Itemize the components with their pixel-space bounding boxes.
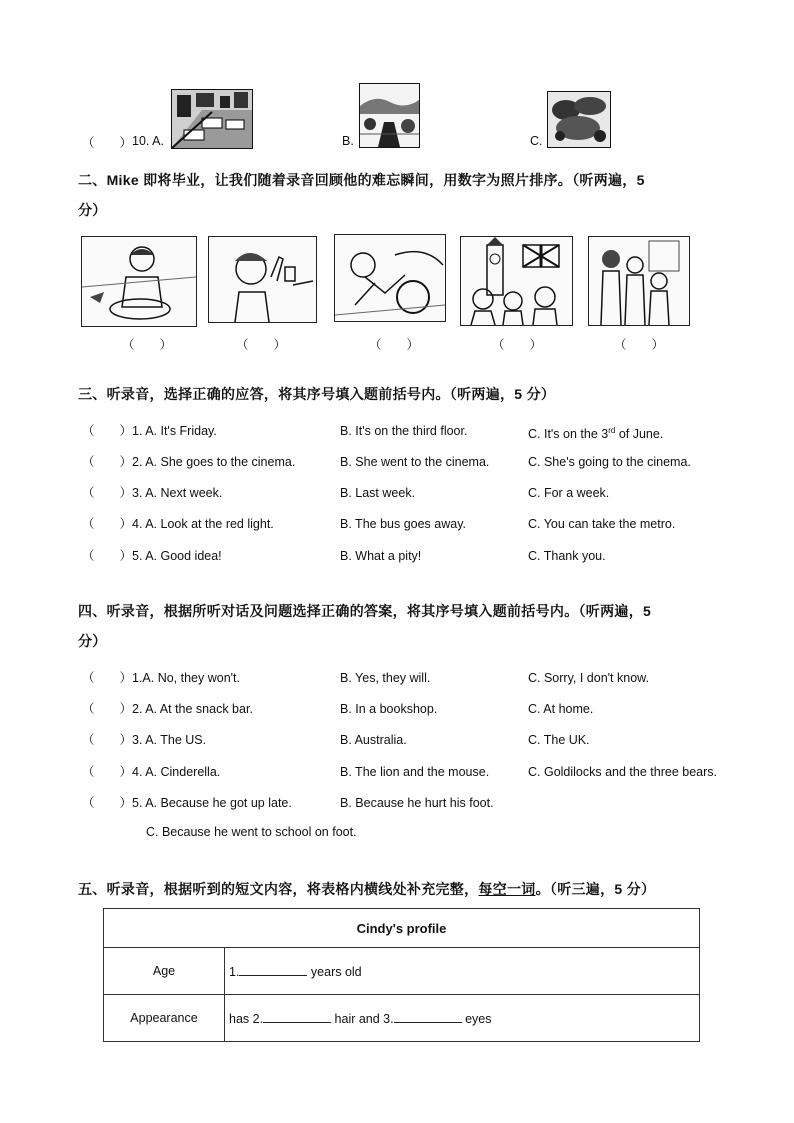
- photo-2-boy-refusing-drink: [208, 236, 317, 323]
- option-c: C. Goldilocks and the three bears.: [528, 765, 717, 779]
- photo-5-order-paren: （ ）: [614, 338, 665, 352]
- section-5-heading-text: 五、听录音，根据听到的短文内容，将表格内横线处补充完整，: [78, 881, 479, 897]
- option-c: C. You can take the metro.: [528, 517, 676, 531]
- photo-5-friends-group: [588, 236, 690, 326]
- option-c: C. For a week.: [528, 486, 610, 500]
- answer-paren: （ ）: [82, 455, 133, 469]
- row-value-age: [225, 948, 700, 995]
- option-b: B. Yes, they will.: [340, 671, 431, 685]
- photo-4-family-in-london: [460, 236, 573, 326]
- value-text: years old: [307, 965, 362, 979]
- q10-option-a-label: 10. A.: [132, 134, 164, 148]
- option-a: 3. A. The US.: [132, 733, 207, 747]
- option-a: 5. A. Good idea!: [132, 549, 222, 563]
- option-b: B. Because he hurt his foot.: [340, 796, 494, 810]
- row-value-appearance: [225, 995, 700, 1042]
- option-a: 2. A. At the snack bar.: [132, 702, 253, 716]
- q10-option-b-label: B.: [342, 134, 354, 148]
- option-c: C. The UK.: [528, 733, 590, 747]
- answer-paren: （ ）: [82, 765, 133, 779]
- photo-1-order-paren: （ ）: [122, 338, 173, 352]
- table-row: [104, 995, 700, 1042]
- section-5-heading-tail: 。（听三遍，5 分）: [535, 881, 656, 897]
- answer-paren: （ ）: [82, 486, 133, 500]
- option-c: C. At home.: [528, 702, 594, 716]
- q10-option-a-image: [171, 89, 253, 149]
- profile-table-title: Cindy's profile: [104, 909, 700, 948]
- answer-paren: （ ）: [82, 702, 133, 716]
- option-b: B. In a bookshop.: [340, 702, 438, 716]
- option-b: B. The bus goes away.: [340, 517, 467, 531]
- section-4-heading-line1: 四、听录音，根据所听对话及问题选择正确的答案，将其序号填入题前括号内。（听两遍，5: [78, 603, 652, 619]
- value-text: has 2.: [229, 1012, 264, 1026]
- option-c: C. Thank you.: [528, 549, 606, 563]
- photo-3-boy-falling-off-bike: [334, 234, 446, 322]
- option-c-text-end: of June.: [615, 427, 664, 442]
- section-2-heading-line1: 二、Mike 即将毕业，让我们随着录音回顾他的难忘瞬间，用数字为照片排序。（听两遍，5: [78, 172, 645, 188]
- answer-paren: （ ）: [82, 671, 133, 685]
- answer-paren: （ ）: [82, 549, 133, 563]
- answer-paren: （ ）: [82, 517, 133, 531]
- section-3-heading: 三、听录音，选择正确的应答，将其序号填入题前括号内。（听两遍，5 分）: [78, 386, 556, 402]
- option-a: 1.A. No, they won't.: [132, 671, 240, 685]
- option-c: [528, 422, 663, 443]
- fill-blank-1[interactable]: [239, 963, 307, 976]
- ordinal-suffix: rd: [608, 426, 616, 435]
- q10-answer-paren: （ ）: [82, 136, 133, 150]
- row-label-appearance: Appearance: [104, 995, 225, 1042]
- option-a: 4. A. Cinderella.: [132, 765, 221, 779]
- answer-paren: （ ）: [82, 424, 133, 438]
- profile-table: [103, 908, 700, 1042]
- section-5-heading: [78, 875, 655, 903]
- option-b: B. The lion and the mouse.: [340, 765, 490, 779]
- value-text: eyes: [461, 1012, 492, 1026]
- option-a: 3. A. Next week.: [132, 486, 223, 500]
- option-a: 2. A. She goes to the cinema.: [132, 455, 296, 469]
- option-a: 4. A. Look at the red light.: [132, 517, 274, 531]
- answer-paren: （ ）: [82, 796, 133, 810]
- option-b: B. Last week.: [340, 486, 416, 500]
- section-4-heading-line2: 分）: [78, 633, 107, 649]
- table-row: [104, 948, 700, 995]
- q10-option-c-label: C.: [530, 134, 543, 148]
- option-c-text: C. It's on the 3: [528, 427, 609, 442]
- value-text: hair and 3.: [331, 1012, 394, 1026]
- photo-1-child-cooking: [81, 236, 197, 327]
- fill-blank-3[interactable]: [394, 1010, 462, 1023]
- row-label-age: Age: [104, 948, 225, 995]
- section-5-heading-underlined: 每空一词: [478, 881, 536, 897]
- fill-blank-2[interactable]: [263, 1010, 331, 1023]
- option-c: C. She's going to the cinema.: [528, 455, 691, 469]
- option-a: 5. A. Because he got up late.: [132, 796, 292, 810]
- answer-paren: （ ）: [82, 733, 133, 747]
- option-b: B. She went to the cinema.: [340, 455, 490, 469]
- q10-option-b-image: [359, 83, 420, 148]
- section-2-heading-line2: 分）: [78, 202, 107, 218]
- blank-number: 1.: [229, 965, 240, 979]
- photo-3-order-paren: （ ）: [369, 338, 420, 352]
- option-a: 1. A. It's Friday.: [132, 424, 217, 438]
- photo-4-order-paren: （ ）: [492, 338, 543, 352]
- section-4-question-5-option-c: C. Because he went to school on foot.: [146, 825, 357, 839]
- option-b: B. Australia.: [340, 733, 407, 747]
- option-b: B. It's on the third floor.: [340, 424, 468, 438]
- photo-2-order-paren: （ ）: [236, 338, 287, 352]
- option-c: C. Sorry, I don't know.: [528, 671, 649, 685]
- q10-option-c-image: [547, 91, 611, 148]
- option-b: B. What a pity!: [340, 549, 422, 563]
